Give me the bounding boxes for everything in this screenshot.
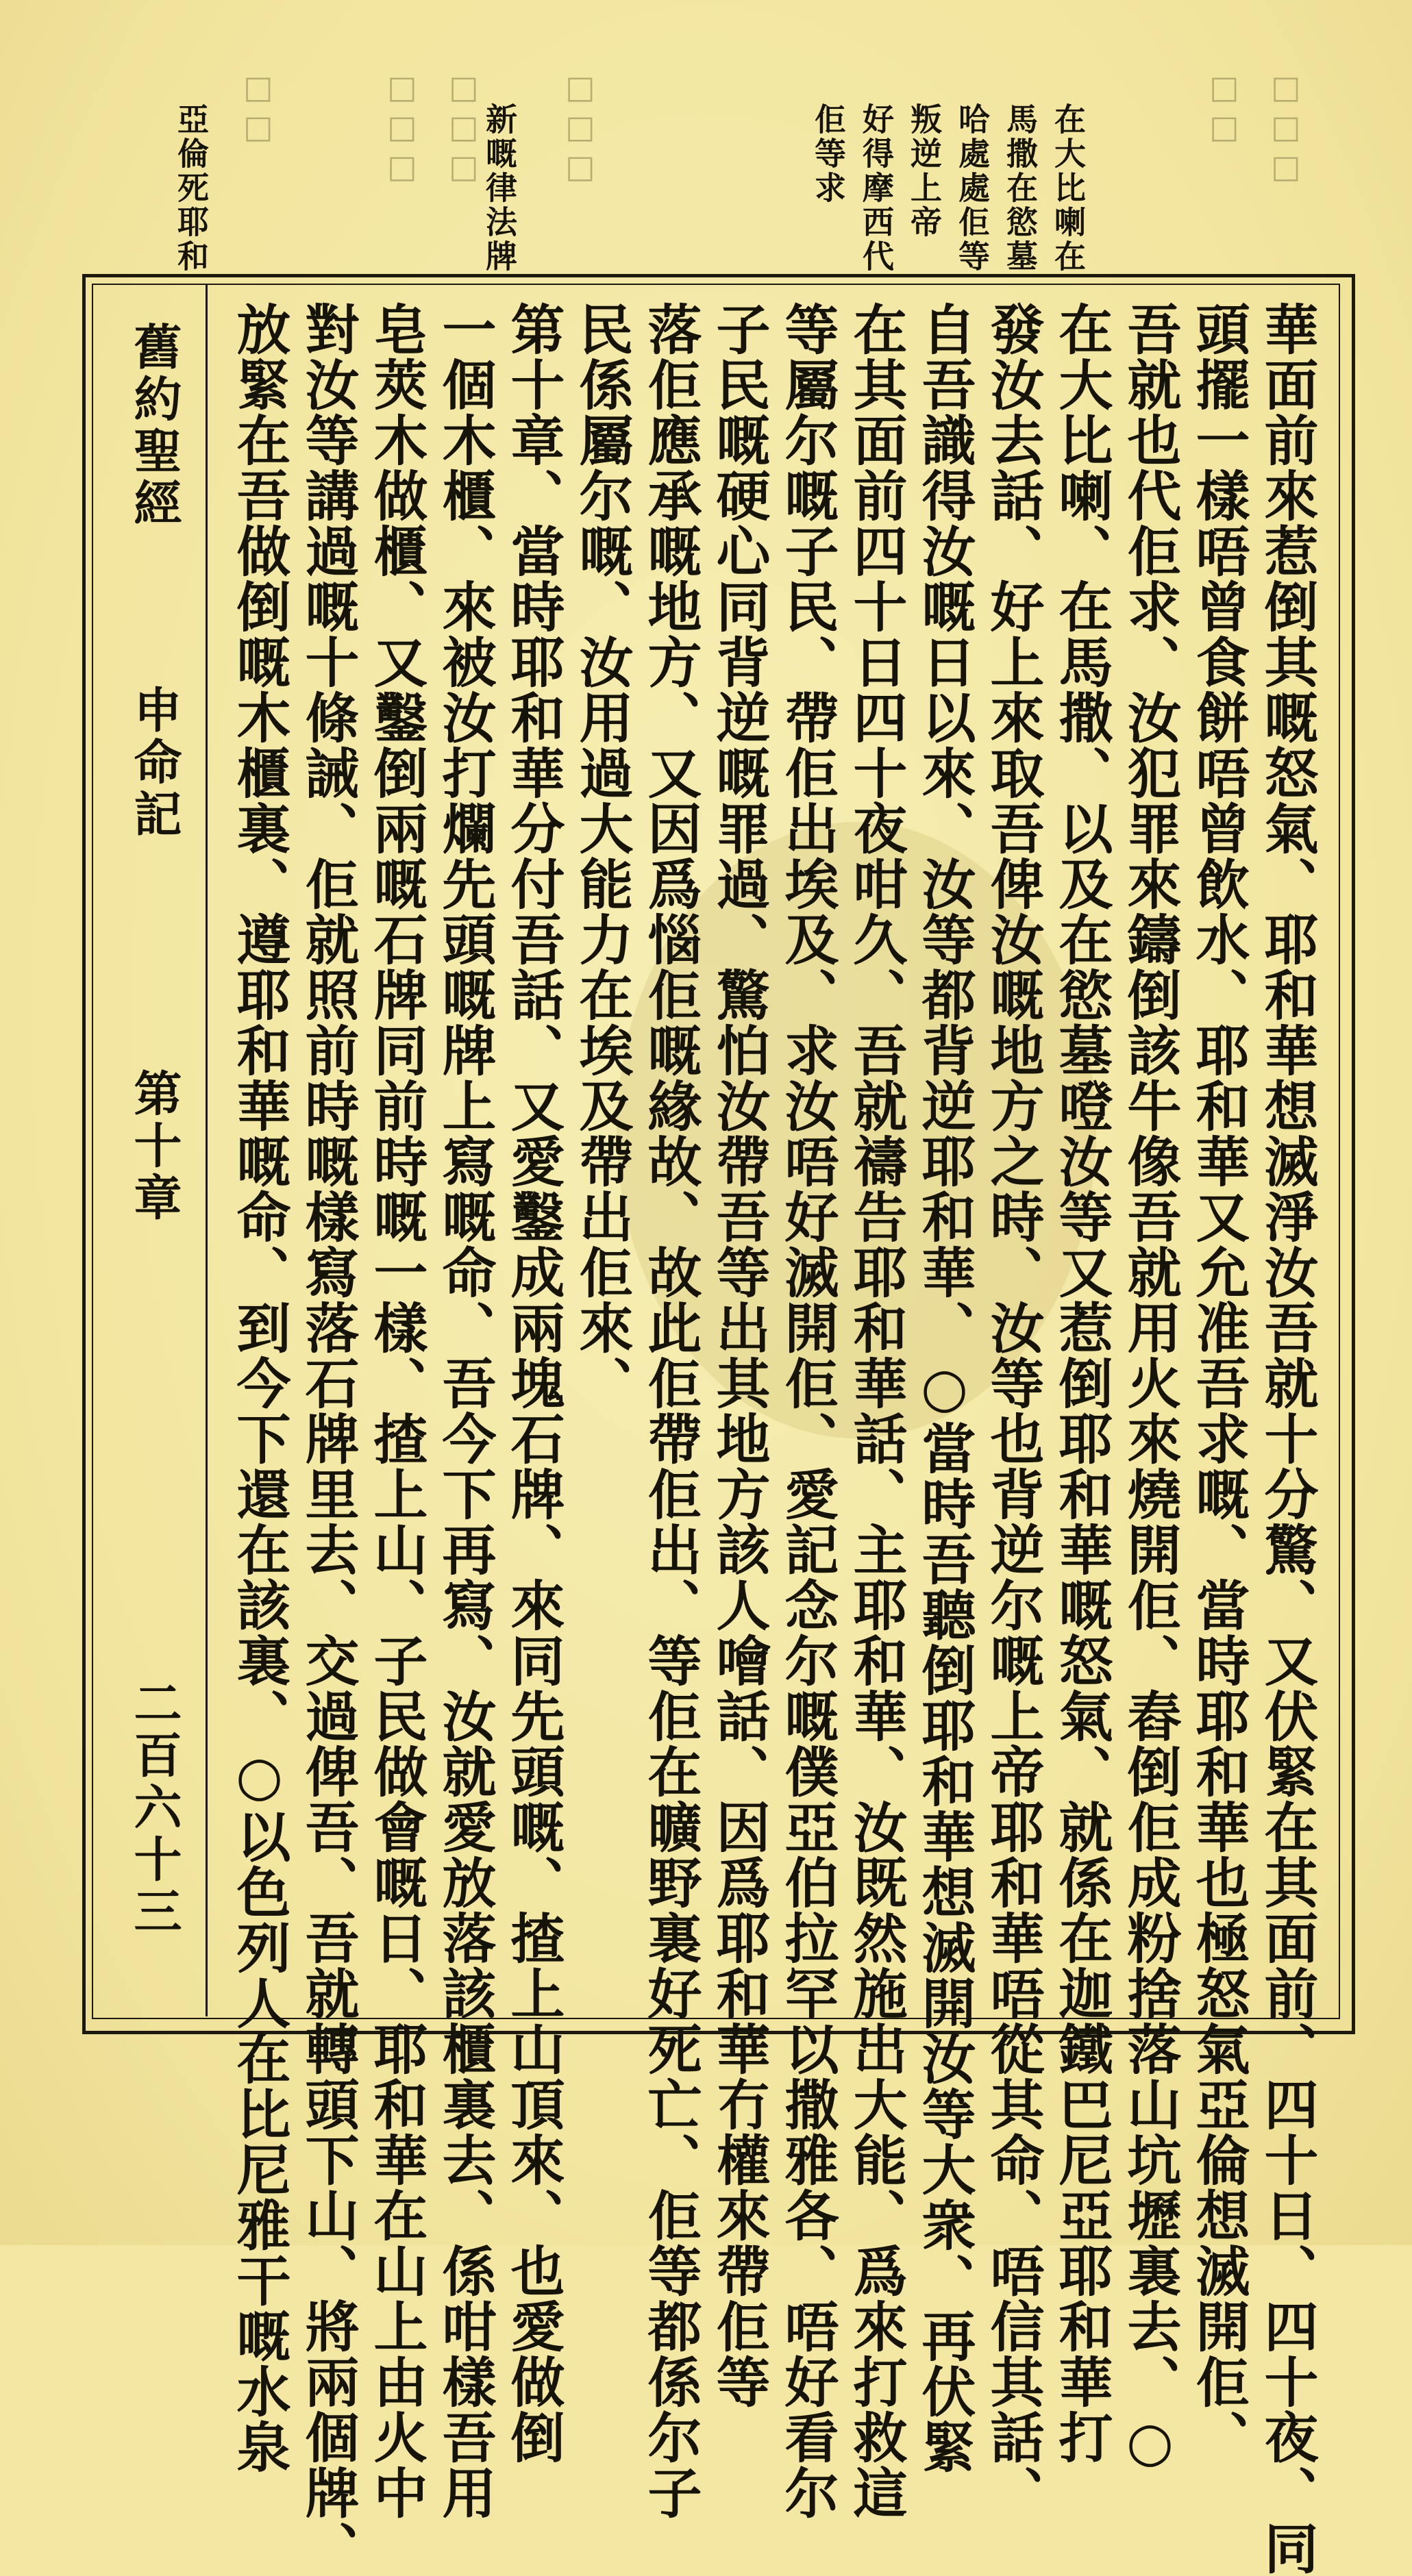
margin-note: 新嘅律法牌 bbox=[481, 103, 518, 274]
margin-note: 馬撒在慾墓 bbox=[1002, 103, 1039, 274]
margin-note: 在大比喇在 bbox=[1050, 103, 1087, 274]
text-column: 皂莢木做櫃、又鑿倒兩嘅石牌同前時嘅一樣、揸上山、子民做會嘅日、耶和華在山上由火中 bbox=[364, 301, 428, 2521]
text-column: 民係屬尔嘅、汝用過大能力在埃及帶出佢來、 bbox=[570, 301, 634, 1411]
text-column: 一個木櫃、來被汝打爛先頭嘅牌上寫嘅命、吾今下再寫、汝就愛放落該櫃裏去、係咁樣吾用 bbox=[433, 301, 497, 2521]
text-column: 子民嘅硬心同背逆嘅罪過、驚怕汝帶吾等出其地方該人噲話、因爲耶和華冇權來帶佢等 bbox=[707, 301, 771, 2410]
book-title: 舊約聖經 bbox=[126, 322, 183, 530]
margin-note: 亞倫死耶和 bbox=[173, 103, 210, 274]
text-column: 吾就也代佢求、汝犯罪來鑄倒該牛像吾就用火來燒開佢、舂倒佢成粉捨落山坑壢裏去、○ bbox=[1118, 301, 1182, 2475]
faded-stamp: □□ bbox=[240, 68, 277, 148]
faded-stamp: □□□ bbox=[384, 68, 421, 188]
faded-stamp: □□□ bbox=[1267, 68, 1304, 188]
margin-note: 哈處處佢等 bbox=[954, 103, 991, 274]
chapter-label: 第十章 bbox=[126, 1068, 183, 1225]
text-column: 自吾識得汝嘅日以來、汝等都背逆耶和華、○當時吾聽倒耶和華想滅開汝等大衆、再伏緊 bbox=[913, 301, 976, 2475]
text-column: 發汝去話、好上來取吾俾汝嘅地方之時、汝等也背逆尔嘅上帝耶和華唔從其命、唔信其話、 bbox=[981, 301, 1045, 2521]
text-column: 在其面前四十日四十夜咁久、吾就禱告耶和華話、主耶和華、汝既然施出大能、爲來打救這 bbox=[844, 301, 908, 2521]
margin-note: 佢等求 bbox=[810, 103, 847, 205]
text-column: 華面前來惹倒其嘅怒氣、耶和華想滅淨汝吾就十分驚、又伏緊在其面前、四十日、四十夜、同 bbox=[1255, 301, 1319, 2576]
margin-note: 叛逆上帝 bbox=[906, 103, 943, 240]
text-column: 在大比喇、在馬撒、以及在慾墓噔汝等又惹倒耶和華嘅怒氣、就係在迦鐵巴尼亞耶和華打 bbox=[1050, 301, 1113, 2465]
book-section: 申命記 bbox=[126, 685, 183, 841]
page-number: 二百六十三 bbox=[126, 1678, 183, 1938]
faded-stamp: □□□ bbox=[562, 68, 599, 188]
text-column: 第十章、當時耶和華分付吾話、又愛鑿成兩塊石牌、來同先頭嘅、揸上山頂來、也愛做倒 bbox=[501, 301, 565, 2465]
text-column: 對汝等講過嘅十條誡、佢就照前時嘅樣寫落石牌里去、交過俾吾、吾就轉頭下山、將兩個牌、 bbox=[296, 301, 360, 2576]
text-column: 等屬尔嘅子民、帶佢出埃及、求汝唔好滅開佢、愛記念尔嘅僕亞伯拉罕以撒雅各、唔好看尔 bbox=[776, 301, 839, 2521]
text-column: 頭擺一樣唔曾食餅唔曾飲水、耶和華又允准吾求嘅、當時耶和華也極怒氣亞倫想滅開佢、 bbox=[1187, 301, 1250, 2465]
text-column: 放緊在吾做倒嘅木櫃裏、遵耶和華嘅命、到今下還在該裏、○以色列人在比尼雅干嘅水泉 bbox=[227, 301, 291, 2475]
text-column: 落佢應承嘅地方、又因爲惱佢嘅緣故、故此佢帶佢出、等佢在曠野裏好死亡、佢等都係尔子 bbox=[639, 301, 702, 2521]
margin-rule bbox=[206, 285, 208, 2016]
faded-stamp: □□□ bbox=[445, 68, 482, 188]
faded-stamp: □□ bbox=[1206, 68, 1243, 148]
margin-note: 好得摩西代 bbox=[858, 103, 895, 274]
